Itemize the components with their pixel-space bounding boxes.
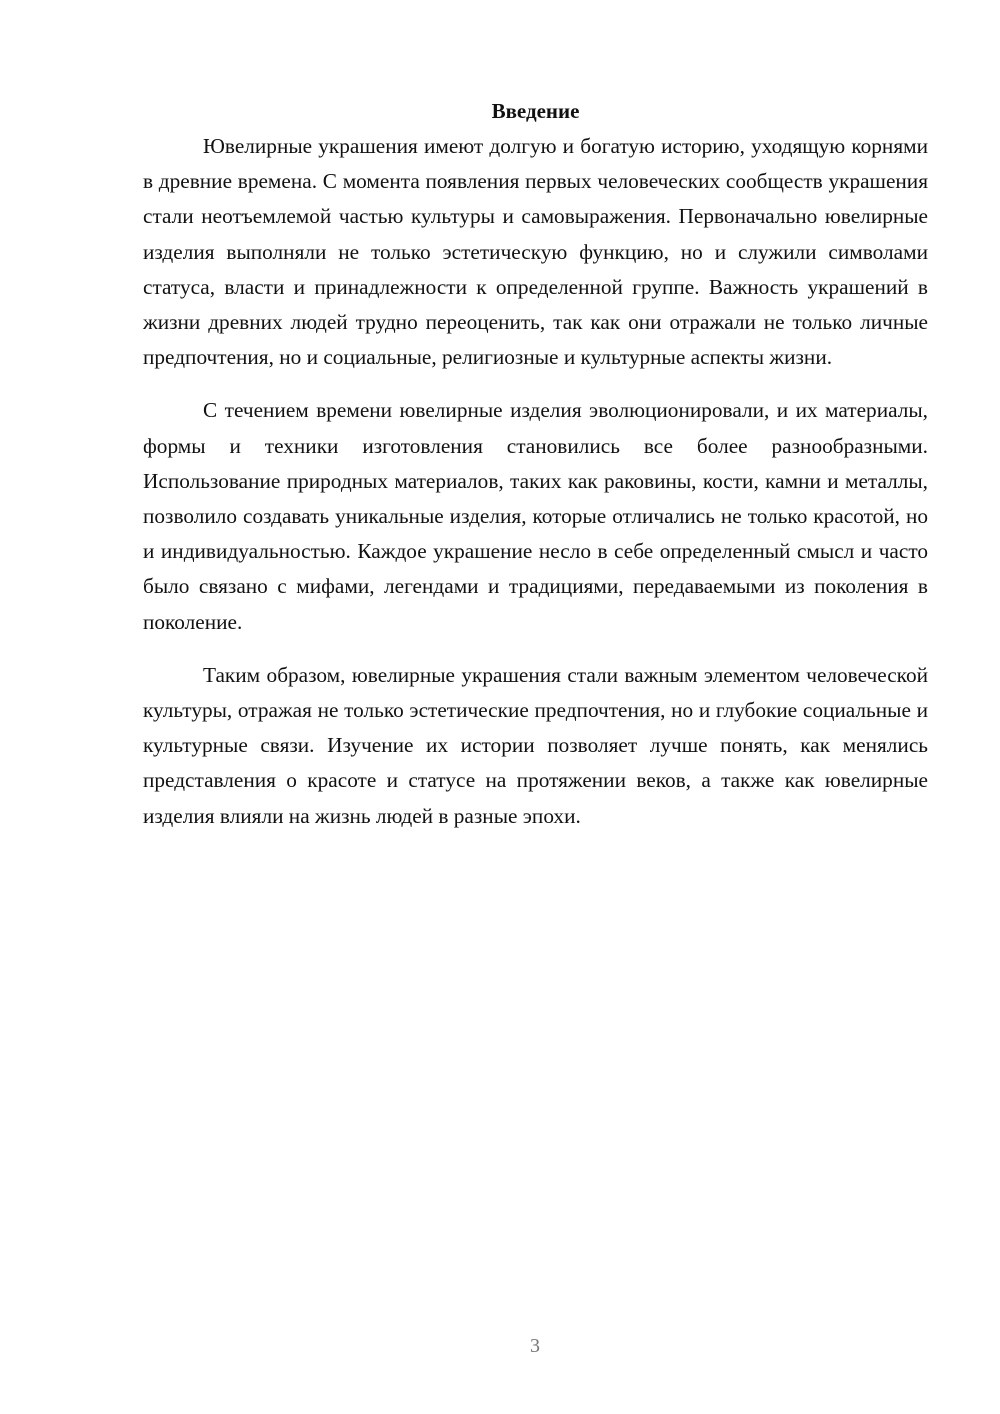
page-number: 3 bbox=[530, 1335, 540, 1357]
page-content bbox=[143, 94, 928, 834]
paragraph-2: С течением времени ювелирные изделия эволюционировали, и их материалы, формы и техники изготовления становились все более разнообразными. Использование природных материалов, таких как раковины, кости, камни и металлы, позволило создавать уникальные изделия, которые отличались не только красотой, но и индивидуальностью. Каждое украшение несло в себе определенный смысл и часто было связано с мифами, легендами и традициями, передаваемыми из поколения в поколение. bbox=[143, 398, 928, 634]
paragraph-1: Ювелирные украшения имеют долгую и богатую историю, уходящую корнями в древние времена. С момента появления первых человеческих сообществ украшения стали неотъемлемой частью культуры и самовыражения. Первоначально ювелирные изделия выполняли не только эстетическую функцию, но и служили символами статуса, власти и принадлежности к определенной группе. Важность украшений в жизни древних людей трудно переоценить, так как они отражали не только личные предпочтения, но и социальные, религиозные и культурные аспекты жизни. bbox=[143, 134, 928, 370]
paragraph-3: Таким образом, ювелирные украшения стали важным элементом человеческой культуры, отражая не только эстетические предпочтения, но и глубокие социальные и культурные связи. Изучение их истории позволяет лучше понять, как менялись представления о красоте и статусе на протяжении веков, а также как ювелирные изделия влияли на жизнь людей в разные эпохи. bbox=[143, 662, 928, 828]
section-title: Введение bbox=[491, 99, 580, 123]
